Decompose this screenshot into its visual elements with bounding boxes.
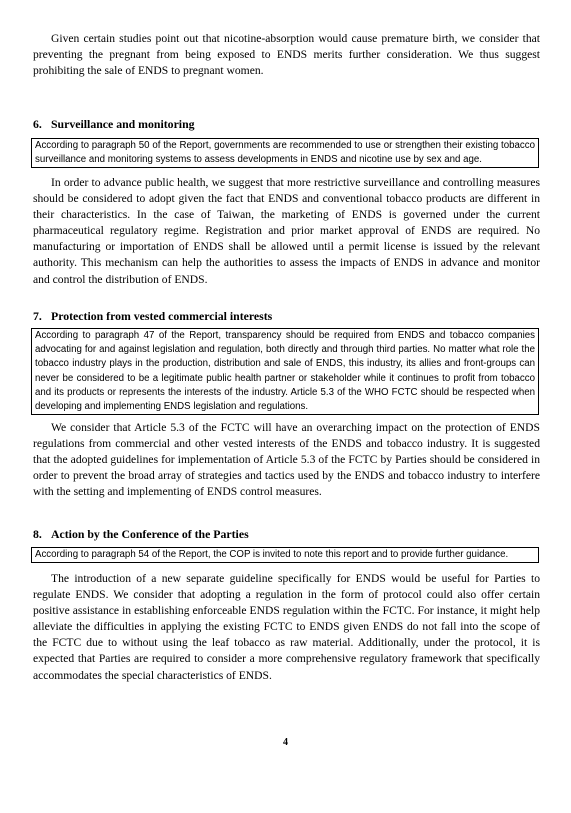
section-7-report-box: According to paragraph 47 of the Report, transparency should be required from ENDS and tobacco companies advocating for and against legislation and regulation, both directly and through third parties. No matter what role the tobacco industry plays in the production, distribution and sale of ENDS, this industry, its allies and front-groups can never be considered to be a legitimate public health partner or stakeholder while it continues to profit from tobacco and its products or represents the interests of the industry. Article 5.3 of the WHO FCTC should be respected when developing and implementing ENDS legislation and regulations. (31, 328, 539, 415)
page-number: 4 (283, 737, 288, 748)
section-7-heading (33, 309, 540, 324)
section-6-heading (33, 117, 540, 132)
section-8-body: The introduction of a new separate guideline specifically for ENDS would be useful for Parties to regulate ENDS. We consider that adopting a regulation in the form of protocol could also offer certain positive assistance in establishing enforceable ENDS regulation within the FCTC. For instance, it might help alleviate the difficulties in applying the existing FCTC to ENDS given ENDS do not fall into the scope of the FCTC due to without using the leaf tobacco as raw material. Additionally, under the protocol, it is expected that Parties are required to consider a more comprehensive regulatory framework that specifically accommodates the special characteristics of ENDS. (33, 572, 540, 682)
section-8-title: Action by the Conference of the Parties (51, 527, 249, 541)
section-6-body: In order to advance public health, we suggest that more restrictive surveillance and controlling measures should be considered to adopt given the fact that ENDS and conventional tobacco products are different in their characteristics. In the case of Taiwan, the marketing of ENDS is governed under the current pharmaceutical regulatory regime. Registration and prior market approval of ENDS are required. No manufacturing or importation of ENDS shall be allowed until a permit license is issued by the relevant authority. This mechanism can help the authorities to assess the impacts of ENDS in advance and monitor and control the distribution of ENDS. (33, 176, 540, 286)
intro-paragraph: Given certain studies point out that nicotine-absorption would cause premature birth, we consider that preventing the pregnant from being exposed to ENDS merits further consideration. We thus suggest prohibiting the sale of ENDS to pregnant women. (33, 32, 540, 78)
section-6-title: Surveillance and monitoring (51, 117, 195, 131)
section-7-body: We consider that Article 5.3 of the FCTC will have an overarching impact on the protection of ENDS regulations from commercial and other vested interests of the ENDS and tobacco industry. It is suggested that the adopted guidelines for implementation of Article 5.3 of the FCTC by Parties should be considered in order to prevent the broad array of strategies and tactics used by the ENDS and tobacco industry to interfere with the setting and implementing of ENDS control measures. (33, 421, 540, 499)
section-7-title: Protection from vested commercial interests (51, 309, 273, 323)
section-6-report-box: According to paragraph 50 of the Report, governments are recommended to use or strengthen their existing tobacco surveillance and monitoring systems to assess developments in ENDS and nicotine use by sex and age. (31, 138, 539, 168)
section-7-number: 7. (33, 309, 42, 323)
section-8-number: 8. (33, 527, 42, 541)
section-8-heading (33, 527, 540, 542)
section-8-report-box: According to paragraph 54 of the Report, the COP is invited to note this report and to provide further guidance. (31, 547, 539, 563)
section-6-number: 6. (33, 117, 42, 131)
